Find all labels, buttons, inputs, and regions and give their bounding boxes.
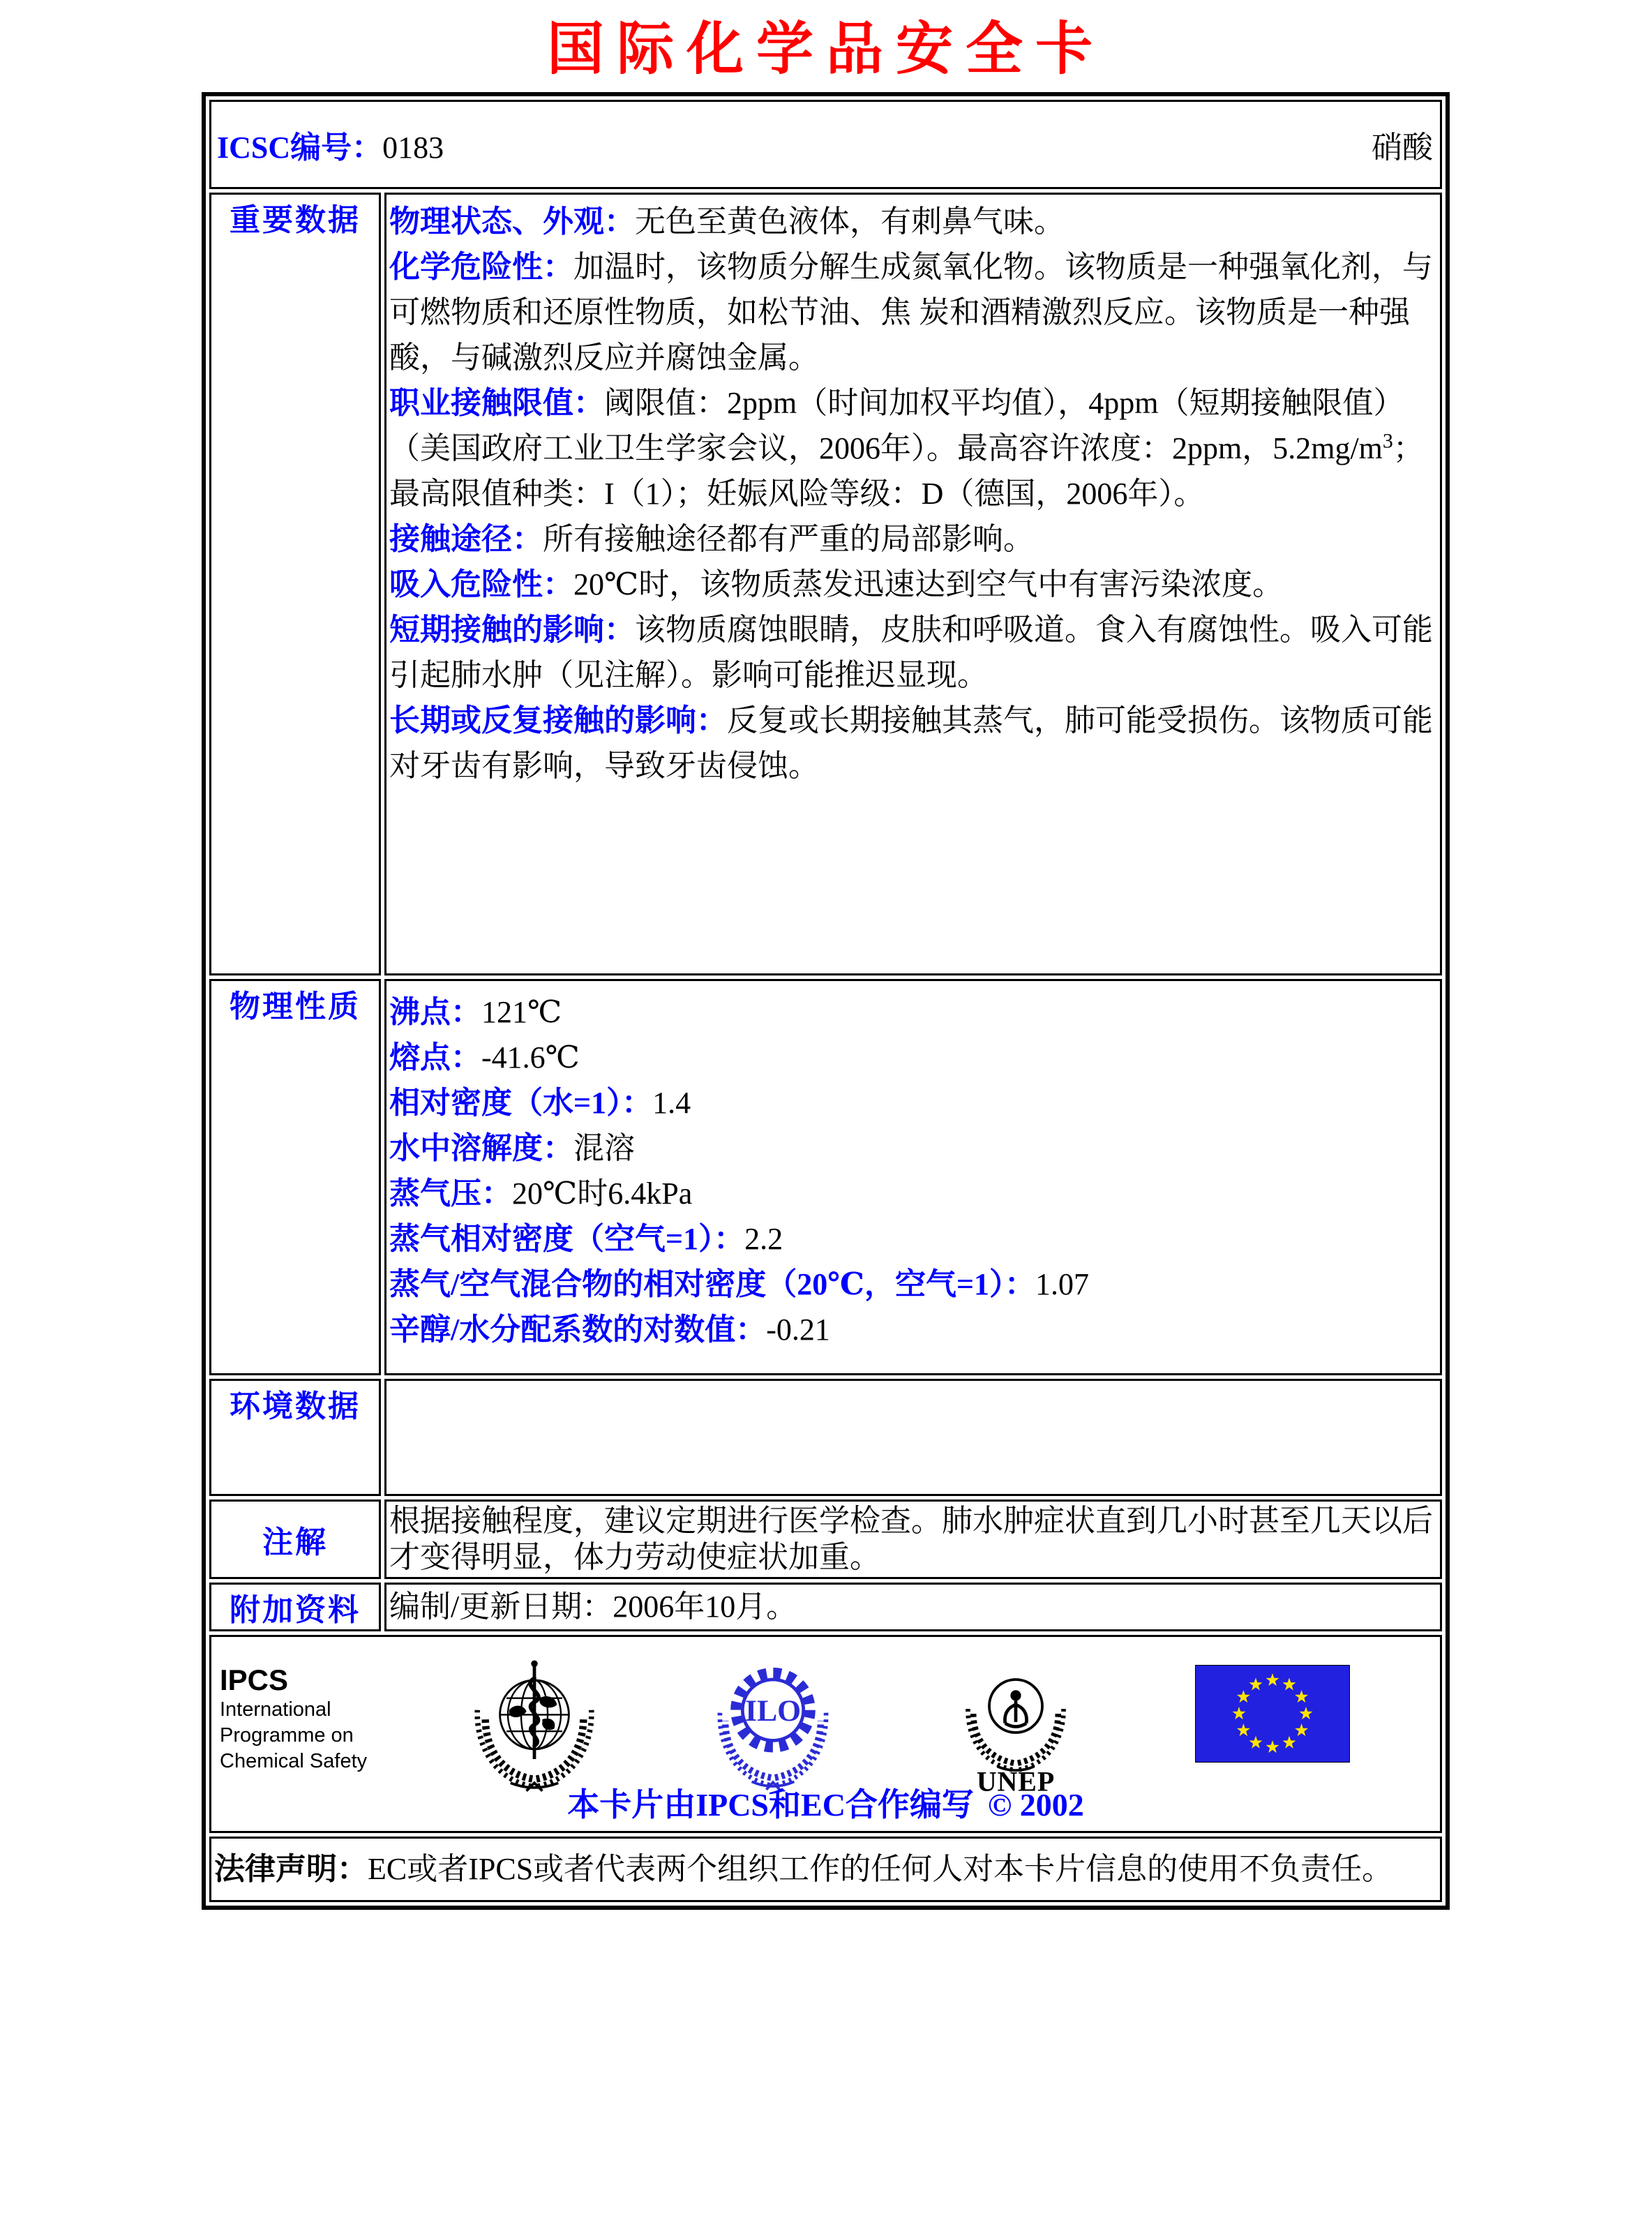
icsc-header-row bbox=[209, 100, 1442, 189]
environmental-data-text bbox=[386, 1381, 1440, 1385]
important-data-row bbox=[209, 193, 1442, 975]
important-data-row-label: 重要数据 bbox=[230, 203, 361, 238]
field-label: 短期接触的影响： bbox=[389, 613, 635, 648]
field-short-term-effects bbox=[389, 607, 1433, 698]
field-label: 熔点： bbox=[389, 1040, 481, 1075]
superscript: 3 bbox=[1382, 429, 1393, 453]
field-label: 长期或反复接触的影响： bbox=[389, 703, 727, 738]
field-label: 蒸气/空气混合物的相对密度（20℃，空气=1）： bbox=[389, 1267, 1036, 1302]
icsc-header-cell bbox=[209, 100, 1442, 189]
legal-text: EC或者IPCS或者代表两个组织工作的任何人对本卡片信息的使用不负责任。 bbox=[368, 1852, 1393, 1887]
field-value: 混溶 bbox=[573, 1131, 635, 1166]
who-emblem-icon bbox=[468, 1657, 601, 1796]
field-label: 蒸气相对密度（空气=1）： bbox=[389, 1222, 745, 1257]
ipcs-subtitle-line: Programme on bbox=[220, 1724, 354, 1747]
additional-info-text: 编制/更新日期：2006年10月。 bbox=[389, 1590, 797, 1624]
field-boiling-point bbox=[389, 989, 1433, 1035]
notes-content-cell bbox=[384, 1500, 1442, 1579]
field-inhalation-risk bbox=[389, 562, 1433, 607]
environmental-data-row-label: 环境数据 bbox=[230, 1389, 361, 1424]
svg-text:ILO: ILO bbox=[744, 1694, 802, 1728]
field-value: 该物质腐蚀眼睛，皮肤和呼吸道。食入有腐蚀性。吸入可能引起肺水肿（见注解）。影响可能推迟显现。 bbox=[389, 613, 1433, 693]
important-data-row-label-cell bbox=[209, 193, 381, 975]
unep-logo-text: UNEP bbox=[976, 1766, 1056, 1797]
eu-flag-icon bbox=[1195, 1665, 1350, 1763]
field-octanol-water bbox=[389, 1307, 1433, 1352]
field-physical-state bbox=[389, 199, 1433, 244]
field-value: 阈限值：2ppm（时间加权平均值），4ppm（短期接触限值）（美国政府工业卫生学家会议，2006年）。最高容许浓度：2ppm，5.2mg/m bbox=[389, 386, 1404, 466]
notes-row bbox=[209, 1500, 1442, 1579]
ipcs-title: IPCS bbox=[220, 1663, 289, 1697]
field-exposure-routes bbox=[389, 516, 1433, 562]
field-value: -41.6℃ bbox=[481, 1040, 580, 1075]
logos-row bbox=[209, 1635, 1442, 1833]
footer-caption bbox=[211, 1779, 1440, 1825]
ipcs-subtitle-line: International bbox=[220, 1698, 331, 1721]
environmental-data-content-cell bbox=[384, 1379, 1442, 1496]
field-label: 辛醇/水分配系数的对数值： bbox=[389, 1313, 767, 1347]
field-value: 所有接触途径都有严重的局部影响。 bbox=[543, 522, 1034, 557]
field-label: 化学危险性： bbox=[389, 250, 573, 285]
field-value: -0.21 bbox=[766, 1313, 830, 1347]
field-vapor-air-density bbox=[389, 1262, 1433, 1307]
field-melting-point bbox=[389, 1035, 1433, 1080]
field-vapor-density bbox=[389, 1216, 1433, 1262]
additional-info-row bbox=[209, 1583, 1442, 1631]
ipcs-subtitle-line: Chemical Safety bbox=[220, 1750, 368, 1773]
field-relative-density bbox=[389, 1080, 1433, 1126]
additional-info-row-label: 附加资料 bbox=[230, 1593, 361, 1628]
logos-cell bbox=[209, 1635, 1442, 1833]
legal-cell bbox=[209, 1837, 1442, 1902]
field-value: ；最高限值种类：I（1）；妊娠风险等级：D（德国，2006年）。 bbox=[389, 431, 1424, 511]
environmental-data-row bbox=[209, 1379, 1442, 1496]
chemical-name: 硝酸 bbox=[1372, 130, 1433, 165]
physical-properties-row-label: 物理性质 bbox=[230, 989, 361, 1024]
additional-info-row-label-cell bbox=[209, 1583, 381, 1631]
field-value: 无色至黄色液体，有刺鼻气味。 bbox=[635, 204, 1065, 239]
field-long-term-effects bbox=[389, 698, 1433, 788]
icsc-number-group bbox=[217, 122, 444, 167]
important-data-content-cell bbox=[384, 193, 1442, 975]
physical-properties-row bbox=[209, 979, 1442, 1375]
field-value: 1.4 bbox=[652, 1086, 691, 1121]
environmental-data-row-label-cell bbox=[209, 1379, 381, 1496]
icsc-number-value: 0183 bbox=[382, 130, 444, 165]
card-table bbox=[202, 92, 1450, 1910]
legal-row bbox=[209, 1837, 1442, 1902]
field-vapor-pressure bbox=[389, 1171, 1433, 1216]
field-label: 职业接触限值： bbox=[389, 386, 604, 421]
field-value: 2.2 bbox=[744, 1222, 783, 1257]
field-value: 1.07 bbox=[1035, 1267, 1090, 1302]
physical-properties-content-cell bbox=[384, 979, 1442, 1375]
physical-properties-row-label-cell bbox=[209, 979, 381, 1375]
notes-text: 根据接触程度，建议定期进行医学检查。肺水肿症状直到几小时甚至几天以后才变得明显，体力劳动使症状加重。 bbox=[389, 1504, 1433, 1575]
field-value: 加温时，该物质分解生成氮氧化物。该物质是一种强氧化剂，与可燃物质和还原性物质，如松节油、焦 炭和酒精激烈反应。该物质是一种强酸，与碱激烈反应并腐蚀金属。 bbox=[389, 250, 1433, 375]
icsc-number-label: ICSC编号： bbox=[217, 130, 383, 165]
field-label: 蒸气压： bbox=[389, 1176, 512, 1211]
notes-row-label: 注解 bbox=[262, 1525, 328, 1560]
field-value: 反复或长期接触其蒸气，肺可能受损伤。该物质可能对牙齿有影响，导致牙齿侵蚀。 bbox=[389, 703, 1433, 784]
field-label: 吸入危险性： bbox=[389, 567, 573, 602]
footer-caption-text: 本卡片由IPCS和EC合作编写 bbox=[567, 1787, 974, 1823]
copyright-text: © 2002 bbox=[987, 1787, 1084, 1823]
field-label: 物理状态、外观： bbox=[389, 204, 635, 239]
notes-row-label-cell bbox=[209, 1500, 381, 1579]
field-occupational-limits bbox=[389, 380, 1433, 516]
page-title: 国际化学品安全卡 bbox=[546, 17, 1105, 81]
field-value: 121℃ bbox=[481, 995, 562, 1030]
field-chemical-danger bbox=[389, 244, 1433, 380]
unep-emblem-icon bbox=[949, 1657, 1082, 1796]
field-value: 20℃时6.4kPa bbox=[512, 1176, 693, 1211]
field-label: 沸点： bbox=[389, 995, 481, 1030]
field-label: 水中溶解度： bbox=[389, 1131, 573, 1166]
field-water-solubility bbox=[389, 1126, 1433, 1171]
ipcs-text-block bbox=[220, 1663, 367, 1774]
additional-info-content-cell bbox=[384, 1583, 1442, 1631]
ilo-emblem-icon bbox=[707, 1657, 839, 1796]
field-label: 接触途径： bbox=[389, 522, 543, 557]
field-label: 相对密度（水=1）： bbox=[389, 1086, 653, 1121]
legal-label: 法律声明： bbox=[214, 1852, 368, 1887]
field-value: 20℃时，该物质蒸发迅速达到空气中有害污染浓度。 bbox=[573, 567, 1284, 602]
